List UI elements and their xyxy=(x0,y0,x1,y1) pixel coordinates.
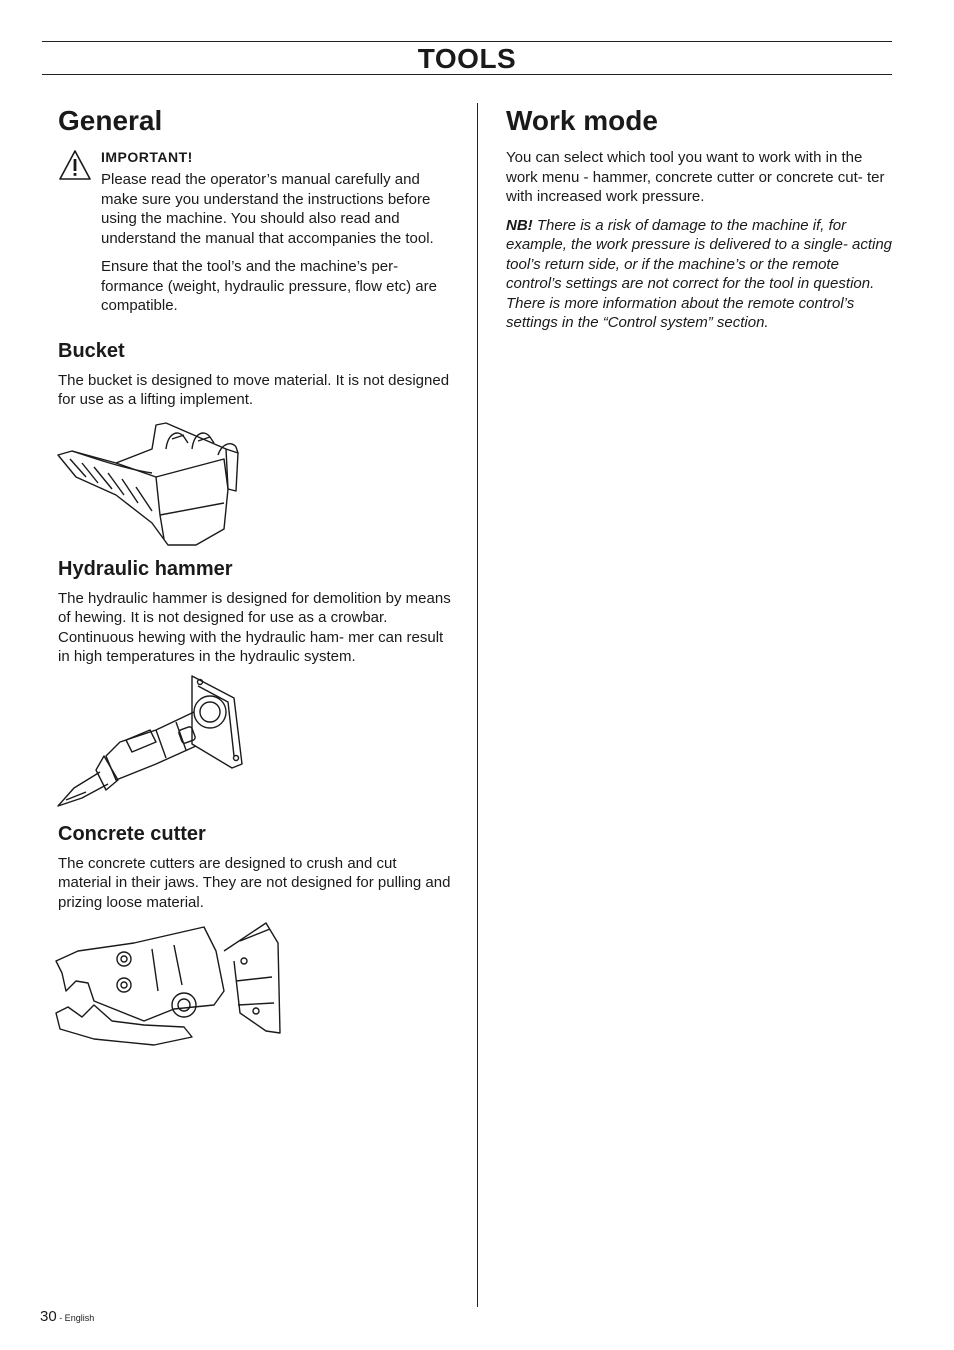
general-heading: General xyxy=(58,105,163,136)
page-number: 30 xyxy=(40,1308,57,1325)
cutter-text: The concrete cutters are designed to crush and cut material in their jaws. They are not designed for pulling and prizing loose material. xyxy=(58,854,451,911)
concrete-cutter-illustration xyxy=(54,921,284,1051)
column-divider xyxy=(477,103,478,1307)
important-paragraph-1: Please read the operator’s manual carefully and make sure you understand the instructions before using the machine. You should also read and understand the manual that accompanies the tool. xyxy=(101,171,434,247)
cutter-heading: Concrete cutter xyxy=(58,822,206,845)
work-mode-heading: Work mode xyxy=(506,105,658,136)
important-paragraph-2: Ensure that the tool’s and the machine’s per- formance (weight, hydraulic pressure, flow etc) are compatible. xyxy=(101,258,437,314)
warning-triangle-icon xyxy=(58,149,92,181)
bucket-text: The bucket is designed to move material. It is not designed for use as a lifting implement. xyxy=(58,371,450,408)
important-notice xyxy=(58,148,453,316)
nb-text: There is a risk of damage to the machine if, for example, the work pressure is delivered to a single- acting tool’s return side, or if the machine’s or the remote control’s settings are not correct for the tool in question. There is more information about the remote control’s settings in the “Control system” section. xyxy=(506,216,893,331)
page-footer xyxy=(40,1308,94,1325)
right-column xyxy=(506,100,898,342)
footer-language: - English xyxy=(56,1313,95,1323)
header-bottom-rule xyxy=(42,74,892,75)
nb-paragraph xyxy=(506,216,898,333)
bucket-heading: Bucket xyxy=(58,339,125,362)
page-title: TOOLS xyxy=(417,43,517,74)
important-label: IMPORTANT! xyxy=(101,149,193,165)
hydraulic-hammer-illustration xyxy=(56,672,246,812)
bucket-illustration xyxy=(56,419,246,549)
hammer-text: The hydraulic hammer is designed for demolition by means of hewing. It is not designed for use as a crowbar. Continuous hewing with the hydraulic ham- mer can result in high temperatures in the hydraulic system. xyxy=(58,589,451,665)
work-mode-text: You can select which tool you want to work with in the work menu - hammer, concrete cutter or concrete cut- ter with increased work pressure. xyxy=(506,149,885,205)
hammer-heading: Hydraulic hammer xyxy=(58,557,233,580)
left-column xyxy=(58,100,453,1051)
nb-label: NB! xyxy=(506,216,533,234)
